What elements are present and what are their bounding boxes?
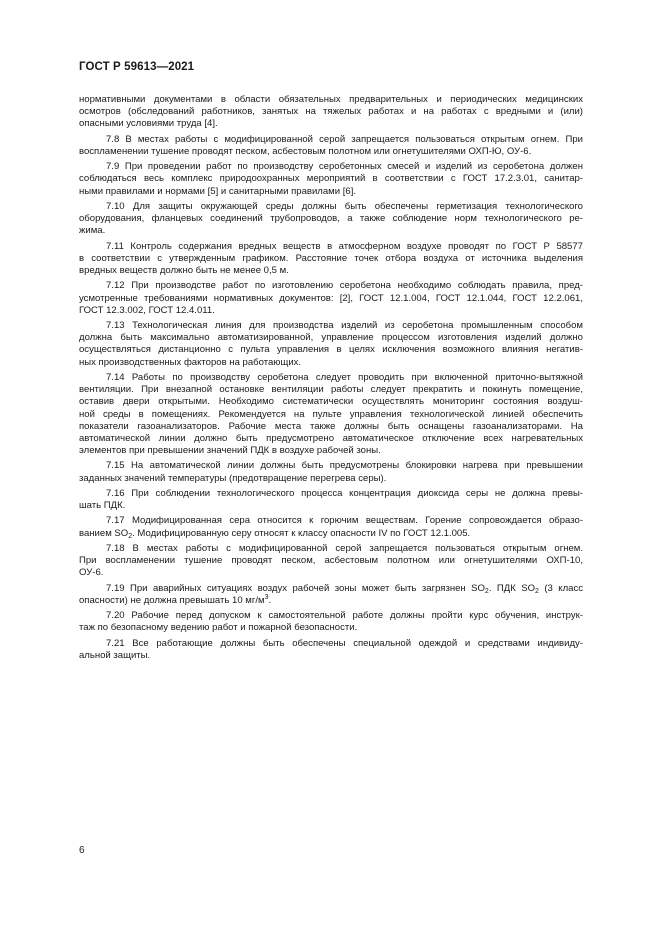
text-line <box>79 528 583 540</box>
subscript: 2 <box>484 587 489 595</box>
text-line: осуществляться дистанционно с пульта управления в целях исключения возможного влияния негатив- <box>79 344 583 356</box>
page-number: 6 <box>79 845 85 856</box>
text-line: таж по безопасному ведению работ и пожарной безопасности. <box>79 622 358 634</box>
text-run: ванием SO <box>79 527 129 539</box>
text-line: осмотров (обследований работников, занятых на тяжелых работах и на работах с вредными и (или) <box>79 106 583 118</box>
text-line: шать ПДК. <box>79 500 126 512</box>
text-line: ных производственных факторов на работающих. <box>79 356 302 368</box>
text-line: альной защиты. <box>79 649 151 661</box>
text-line: 7.15 На автоматической линии должны быть предусмотрены блокировки нагрева при превышении <box>106 460 583 472</box>
text-line: элементов при превышении значений ПДК в воздухе рабочей зоны. <box>79 445 381 457</box>
paragraph-p7-11 <box>79 241 583 278</box>
subscript: 2 <box>128 532 133 540</box>
text-run: . <box>268 594 272 606</box>
text-line: При воспламенении тушение проводят песком, асбестовым полотном или огнетушителями ОХП-10, <box>79 555 583 567</box>
paragraph-p7-21 <box>79 638 583 662</box>
text-line: показатели газоанализаторов. Рабочие места также должны быть оснащены газоанализаторами. На <box>79 420 583 432</box>
paragraph-p7-12 <box>79 280 583 317</box>
text-line: нормативными документами в области обязательных предварительных и периодических медицинских <box>79 94 583 105</box>
text-line: автоматической линии должно быть предусмотрено автоматическое отключение всех нагревательных <box>79 432 583 444</box>
paragraph-p7-8 <box>79 134 583 158</box>
subscript: 2 <box>535 587 539 595</box>
text-line: 7.17 Модифицированная сера относится к горючим веществам. Горение сопровождается образо- <box>106 515 583 527</box>
text-line: заданных значений температуры (предотвращение перегрева серы). <box>79 472 387 484</box>
text-line: ГОСТ 12.3.002, ГОСТ 12.4.011. <box>79 304 215 316</box>
text-line: 7.16 При соблюдении технологического процесса концентрация диоксида серы не должна превы- <box>106 487 583 499</box>
paragraph-p7-15 <box>79 460 583 484</box>
text-line: ными правилами и нормами [5] и санитарными правилами [6]. <box>79 185 356 197</box>
text-line <box>79 583 583 595</box>
paragraph-p7-13 <box>79 320 583 369</box>
supscript: 3 <box>264 593 269 601</box>
document-body <box>79 94 583 665</box>
text-line: опасными условиями труда [4]. <box>79 118 218 130</box>
text-line: 7.20 Рабочие перед допуском к самостоятельной работе должны пройти курс обучения, инструк- <box>106 610 583 622</box>
text-line: 7.9 При проведении работ по производству серобетонных смесей и изделий из серобетона должен <box>106 161 583 173</box>
text-line: оставив двери открытыми. Необходимо систематически осуществлять мониторинг состояния воздуш- <box>79 396 583 408</box>
text-line: 7.13 Технологическая линия для производства изделий из серобетона промышленным способом <box>106 320 583 332</box>
text-line: в соответствии с утвержденным графиком. Расстояние точек отбора воздуха от источника выделения <box>79 252 583 264</box>
text-run: (3 класс <box>538 582 584 594</box>
text-line: жима. <box>79 225 106 237</box>
text-line: 7.8 В местах работы с модифицированной серой запрещается пользоваться открытым огнем. При <box>106 133 583 145</box>
text-run: опасности) не должна превышать 10 мг/м <box>79 594 265 606</box>
paragraph-p7-14 <box>79 372 583 457</box>
text-run: 7.19 При аварийных ситуациях воздух рабочей зоны может быть загрязнен SO <box>106 582 485 594</box>
paragraph-p7-18 <box>79 543 583 580</box>
paragraph-p7-19 <box>79 583 583 607</box>
paragraph-cont <box>79 94 583 131</box>
text-line <box>79 595 583 607</box>
text-line: оборудования, фланцевых соединений трубопроводов, а также соблюдение норм технологического ре- <box>79 213 583 225</box>
paragraph-p7-16 <box>79 488 583 512</box>
text-line: воспламенении тушение проводят песком, асбестовым полотном или огнетушителями ОХП-Ю, ОУ-6. <box>79 145 532 157</box>
text-line: 7.10 Для защиты окружающей среды должны быть обеспечены герметизация технологического <box>106 200 583 212</box>
paragraph-p7-9 <box>79 161 583 198</box>
text-line: соблюдаться весь комплекс природоохранных мероприятий в соответствии с ГОСТ 17.2.3.01, санитар- <box>79 173 583 185</box>
paragraph-p7-17 <box>79 515 583 539</box>
paragraph-p7-10 <box>79 201 583 238</box>
text-run: . Модифицированную серу относят к классу опасности IV по ГОСТ 12.1.005. <box>132 527 471 539</box>
text-line: должна быть максимально автоматизированной, управление процессом изготовления изделий должно <box>79 332 583 344</box>
text-line: 7.14 Работы по производству серобетона следует проводить при включенной приточно-вытяжной <box>106 371 583 383</box>
text-line: 7.12 При производстве работ по изготовлению серобетона необходимо соблюдать правила, пред- <box>106 280 583 292</box>
text-run: . ПДК SO <box>488 582 536 594</box>
text-line: вентиляции. При внезапной остановке вентиляции работы следует прекратить и покинуть помещение, <box>79 384 583 396</box>
text-line: 7.21 Все работающие должны быть обеспечены специальной одеждой и средствами индивиду- <box>106 637 583 649</box>
text-line: 7.18 В местах работы с модифицированной серой запрещается пользоваться открытым огнем. <box>106 542 583 554</box>
text-line: ОУ-6. <box>79 567 104 579</box>
document-header: ГОСТ Р 59613—2021 <box>79 61 195 73</box>
text-line: вредных веществ должно быть не менее 0,5 м. <box>79 265 289 277</box>
text-line: 7.11 Контроль содержания вредных веществ в атмосферном воздухе проводят по ГОСТ Р 58577 <box>106 240 583 252</box>
text-line: ной среды в помещениях. Рекомендуется на пульте управления технологической линией обеспечить <box>79 408 583 420</box>
paragraph-p7-20 <box>79 610 583 634</box>
text-line: усмотренные требованиями нормативных документов: [2], ГОСТ 12.1.004, ГОСТ 12.1.044, ГОСТ 12.2.061, <box>79 292 583 304</box>
